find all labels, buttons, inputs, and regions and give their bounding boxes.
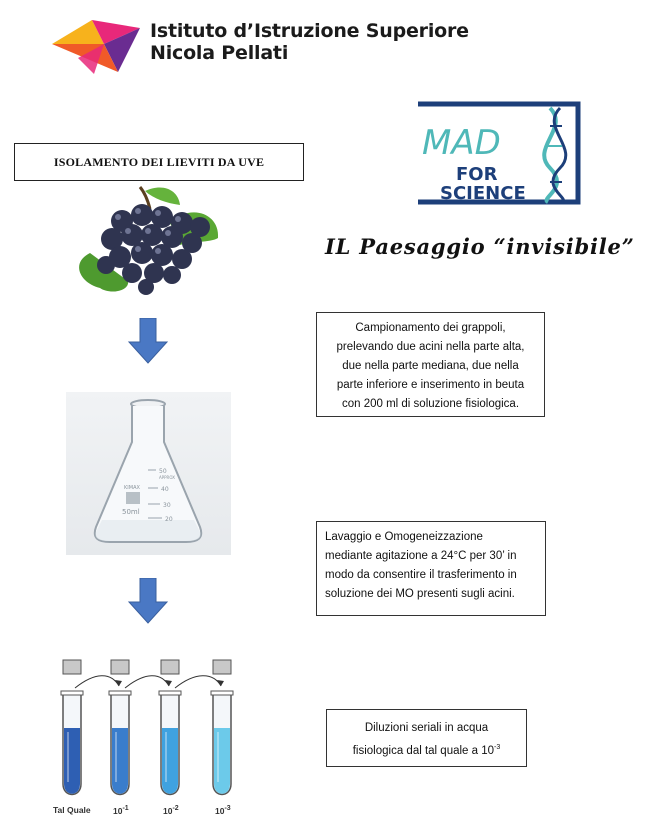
step1-line: prelevando due acini nella parte alta, <box>336 341 525 353</box>
flask-brand: KIMAX <box>124 485 140 491</box>
step2-line: mediante agitazione a 24°C per 30’ in <box>325 550 517 562</box>
test-tube-shine <box>67 732 69 782</box>
mad-for-science-logo <box>410 98 600 208</box>
tube-label-2-exp: -2 <box>172 805 179 812</box>
flask-mark-40: 40 <box>161 486 169 493</box>
institute-logo-icon <box>48 14 144 76</box>
step-box-sampling <box>316 312 545 417</box>
step3-line1: Diluzioni seriali in acqua <box>364 722 489 734</box>
institute-name-line2: Nicola Pellati <box>150 42 289 64</box>
flask-volume: 50ml <box>122 508 140 516</box>
grapes-icon <box>70 183 225 298</box>
step3-line2-exponent: -3 <box>494 744 501 751</box>
step3-line2 <box>335 738 518 761</box>
step-box-dilutions <box>326 709 527 767</box>
step1-line: con 200 ml di soluzione fisiologica. <box>341 398 520 410</box>
test-tube-liquid <box>64 728 80 794</box>
erlenmeyer-flask-icon <box>66 392 231 555</box>
step3-line2-text: fisiologica dal tal quale a 10 <box>352 744 495 757</box>
poster-title: IL Paesaggio “invisibile” <box>325 234 635 259</box>
tube-label-1 <box>113 805 129 816</box>
test-tube-rim <box>159 691 181 695</box>
test-tube-shine <box>165 732 167 782</box>
test-tube-liquid <box>112 728 128 794</box>
test-tube-rim <box>109 691 131 695</box>
test-tubes-icon <box>45 658 260 803</box>
tube-label-tal-quale: Tal Quale <box>53 805 91 815</box>
step2-line: Lavaggio e Omogeneizzazione <box>325 531 483 543</box>
test-tube-shine <box>115 732 117 782</box>
tube-label-3-base: 10 <box>215 805 225 816</box>
down-arrow-icon <box>127 318 169 364</box>
step1-line: Campionamento dei grappoli, <box>355 322 506 334</box>
flask-image <box>66 392 231 555</box>
mad-word: MAD <box>422 123 501 163</box>
step2-line: soluzione dei MO presenti sugli acini. <box>325 588 515 600</box>
step1-line: parte inferiore e inserimento in beuta <box>336 379 525 391</box>
tube-label-3 <box>215 805 231 816</box>
test-tube-liquid <box>214 728 230 794</box>
mad-for-word: FOR <box>456 164 498 185</box>
test-tube-shine <box>217 732 219 782</box>
title-box <box>14 143 304 181</box>
institute-name-line1: Istituto d’Istruzione Superiore <box>150 20 469 42</box>
tube-label-3-exp: -3 <box>224 805 231 812</box>
title-text: ISOLAMENTO DEI LIEVITI DA UVE <box>53 154 265 169</box>
tube-label-1-base: 10 <box>113 805 123 816</box>
flask-mark-50: 50 <box>159 468 167 475</box>
test-tube-rim <box>211 691 233 695</box>
mad-science-word: SCIENCE <box>440 183 526 204</box>
flask-mark-30: 30 <box>163 502 171 509</box>
tube-label-1-exp: -1 <box>122 805 129 812</box>
dilution-tubes-figure <box>45 658 260 818</box>
test-tube-rim <box>61 691 83 695</box>
flask-mark-20: 20 <box>165 516 173 523</box>
institute-name <box>150 20 480 64</box>
down-arrow-icon <box>127 578 169 624</box>
step1-line: due nella parte mediana, due nella <box>342 360 519 372</box>
test-tube-liquid <box>162 728 178 794</box>
step2-line: modo da consentire il trasferimento in <box>325 569 517 581</box>
step-box-washing <box>316 521 546 616</box>
flask-approx-label: APPROX <box>159 475 175 480</box>
tube-label-2 <box>163 805 179 816</box>
tube-label-2-base: 10 <box>163 805 173 816</box>
